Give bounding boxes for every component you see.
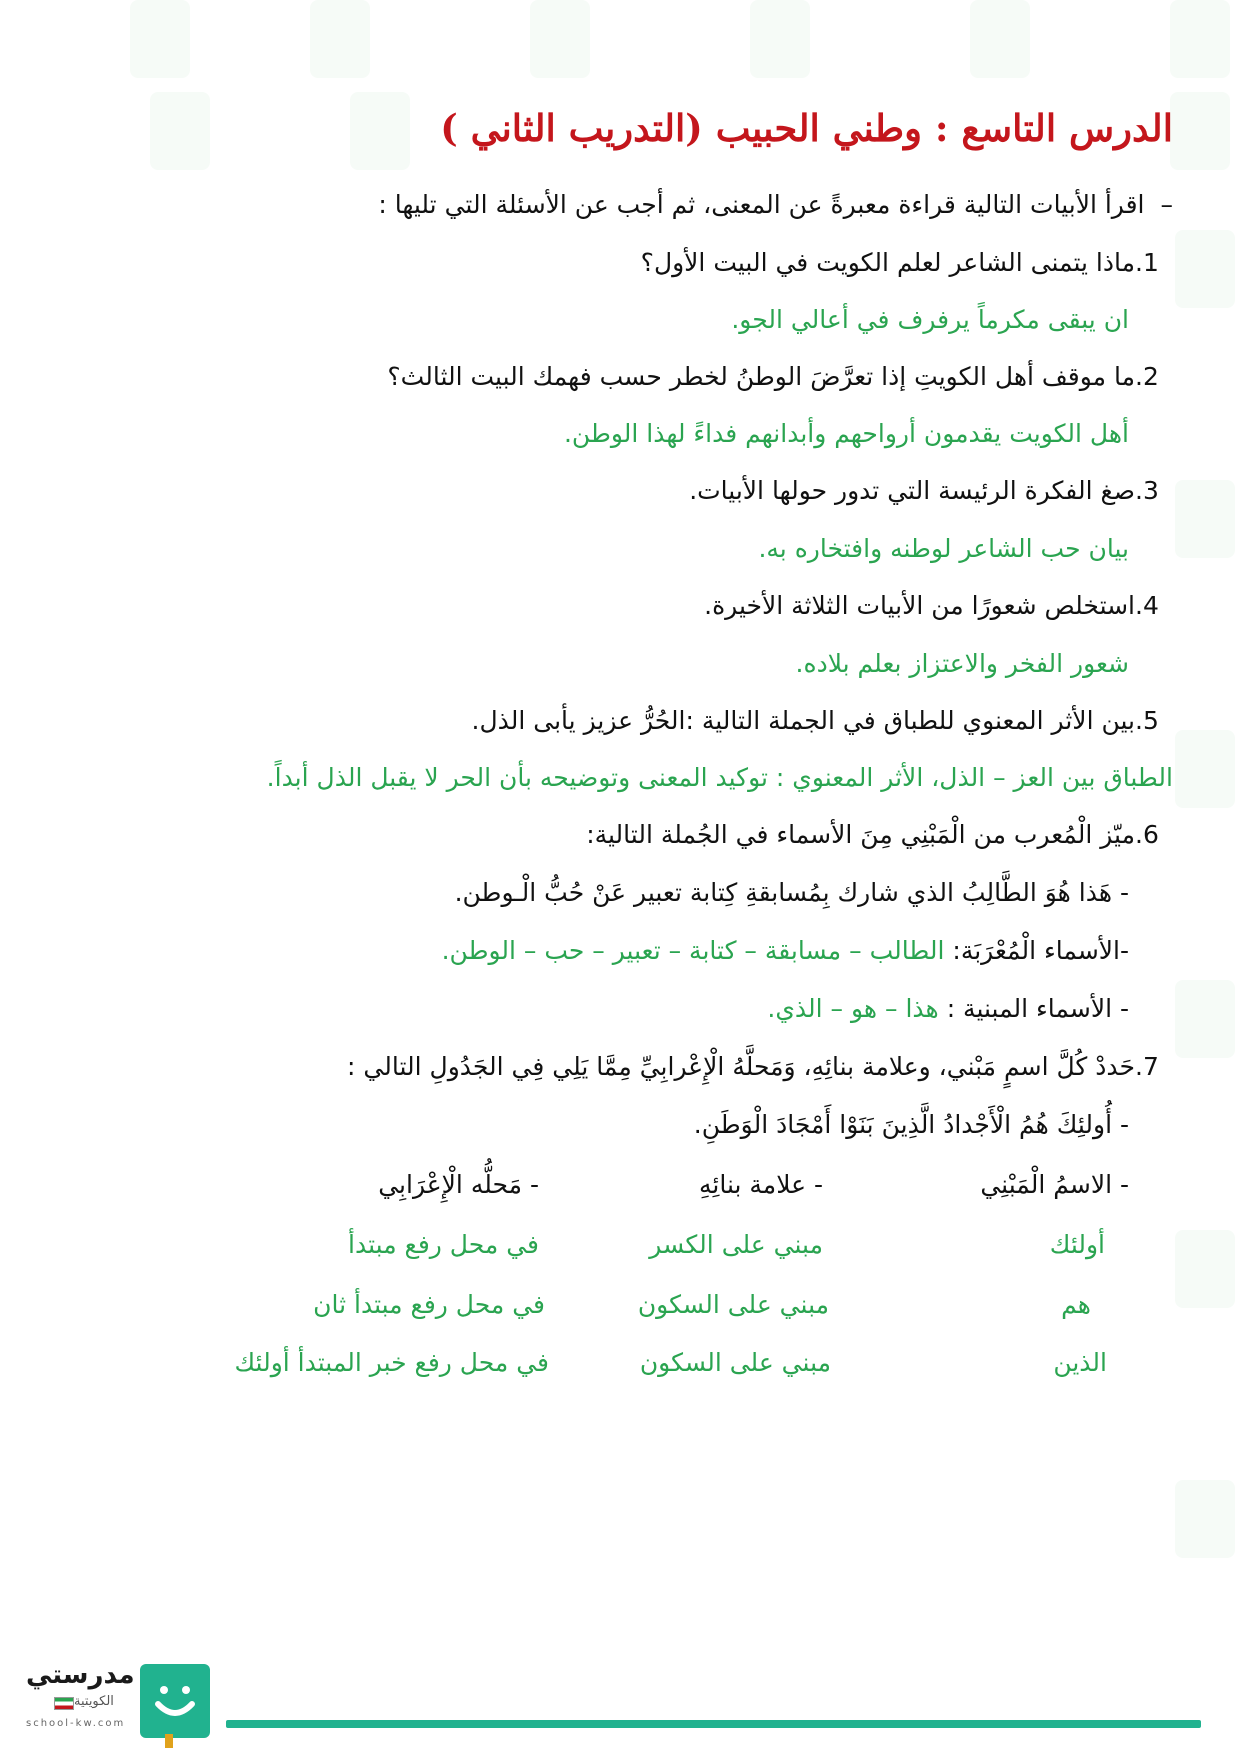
question-number: 6.: [1135, 820, 1159, 849]
table-header-noun: - الاسمُ الْمَبْنِي: [980, 1170, 1129, 1199]
question-text: بين الأثر المعنوي للطباق في الجملة التالية :الحُرُّ عزيز يأبى الذل.: [471, 706, 1135, 735]
logo-subtitle: الكويتية: [74, 1694, 114, 1709]
table-cell-noun: أولئك: [1049, 1230, 1105, 1259]
q6-sentence: - هَذا هُوَ الطَّالِبُ الذي شارك بِمُسابقةِ كِتابة تعبير عَنْ حُبُّ الْـوطن.: [454, 878, 1129, 907]
table-cell-noun: هم: [1061, 1290, 1091, 1319]
instruction-line: [378, 186, 1173, 224]
table-cell-position: في محل رفع مبتدأ: [348, 1230, 539, 1259]
logo-url: school-kw.com: [26, 1718, 126, 1729]
question-number: 1.: [1135, 248, 1159, 277]
question-text: صغ الفكرة الرئيسة التي تدور حولها الأبيات.: [689, 476, 1135, 505]
table-cell-sign: مبني على السكون: [637, 1290, 829, 1319]
q6-mabnia-label: - الأسماء المبنية :: [946, 994, 1129, 1023]
question-7: [347, 1048, 1173, 1086]
answer-4: شعور الفخر والاعتزاز بعلم بلاده.: [795, 649, 1129, 678]
question-5: [472, 702, 1173, 740]
logo-bookmark: [165, 1734, 173, 1748]
q6-mueraba-label: -الأسماء الْمُعْرَبَة:: [952, 936, 1129, 965]
question-text: ما موقف أهل الكويتِ إذا تعرَّضَ الوطنُ لخطر حسب فهمك البيت الثالث؟: [387, 362, 1135, 391]
question-number: 5.: [1135, 706, 1159, 735]
answer-1: ان يبقى مكرماً يرفرف في أعالي الجو.: [731, 305, 1129, 334]
lesson-title: الدرس التاسع : وطني الحبيب (التدريب الثاني ): [440, 106, 1173, 150]
table-cell-position: في محل رفع خبر المبتدأ أولئك: [234, 1348, 549, 1377]
q7-sentence: - أُولئِكَ هُمُ الْأَجْدادُ الَّذِينَ بَنَوْا أَمْجَادَ الْوَطَنِ.: [693, 1110, 1129, 1139]
question-6: [586, 816, 1173, 854]
question-number: 3.: [1135, 476, 1159, 505]
question-text: حَددْ كُلَّ اسمٍ مَبْني، وعلامة بنائِهِ، وَمَحلَّهُ الْإِعْرابِيِّ مِمَّا يَلِي فِي الجَدُولِ التالي :: [347, 1052, 1135, 1081]
question-4: [704, 587, 1173, 625]
answer-2: أهل الكويت يقدمون أرواحهم وأبدانهم فداءً لهذا الوطن.: [563, 419, 1129, 448]
q6-mueraba-answer: الطالب – مسابقة – كتابة – تعبير – حب – الوطن.: [441, 936, 945, 965]
answer-3: بيان حب الشاعر لوطنه وافتخاره به.: [758, 534, 1129, 563]
question-1: [641, 244, 1173, 282]
table-cell-sign: مبني على الكسر: [649, 1230, 823, 1259]
instruction-dash: –: [1160, 190, 1173, 219]
table-cell-noun: الذين: [1053, 1348, 1107, 1377]
question-number: 4.: [1135, 591, 1159, 620]
question-3: [689, 472, 1173, 510]
answer-5: الطباق بين العز – الذل، الأثر المعنوي : توكيد المعنى وتوضيحه بأن الحر لا يقبل الذل أبداً.: [266, 763, 1173, 792]
question-2: [387, 358, 1173, 396]
table-cell-sign: مبني على السكون: [639, 1348, 831, 1377]
table-header-position: - مَحلُّه الْإِعْرَابِي: [378, 1170, 539, 1199]
school-logo-icon: [140, 1664, 210, 1738]
question-text: استخلص شعورًا من الأبيات الثلاثة الأخيرة.: [704, 591, 1135, 620]
question-text: ماذا يتمنى الشاعر لعلم الكويت في البيت الأول؟: [640, 248, 1135, 277]
question-text: ميّز الْمُعرب من الْمَبْنِي مِنَ الأسماء في الجُملة التالية:: [586, 820, 1135, 849]
footer-line: [226, 1720, 1201, 1728]
instruction-text: اقرأ الأبيات التالية قراءة معبرةً عن المعنى، ثم أجب عن الأسئلة التي تليها :: [378, 190, 1145, 219]
q6-mueraba-line: [442, 932, 1129, 970]
kuwait-flag-icon: [54, 1697, 74, 1710]
question-number: 7.: [1135, 1052, 1159, 1081]
table-header-sign: - علامة بنائِهِ: [698, 1170, 823, 1199]
q6-mabnia-line: [767, 990, 1129, 1028]
logo-name: مدرستي: [26, 1660, 135, 1690]
question-number: 2.: [1135, 362, 1159, 391]
table-cell-position: في محل رفع مبتدأ ثان: [313, 1290, 545, 1319]
q6-mabnia-answer: هذا – هو – الذي.: [767, 994, 939, 1023]
